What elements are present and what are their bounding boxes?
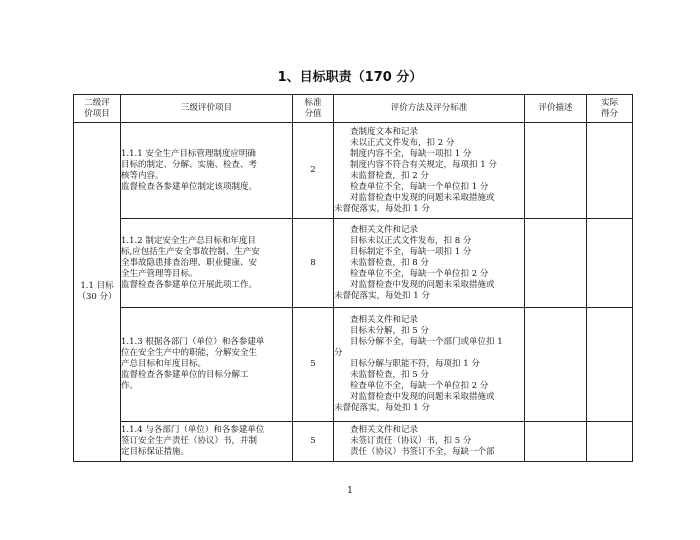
method-text-line: 目标制定不全，每缺一项扣 1 分 xyxy=(350,246,472,257)
actual-score-cell[interactable] xyxy=(587,123,633,219)
method-text-line: 检查单位不全，每缺一个单位扣 2 分 xyxy=(350,381,489,391)
method-text-line: 未监督检查，扣 2 分 xyxy=(350,170,429,181)
method-text-line: 制度内容不符合有关规定，每项扣 1 分 xyxy=(350,159,497,170)
description-cell[interactable] xyxy=(525,123,587,219)
method-text-line: 未以正式文件发布，扣 2 分 xyxy=(350,137,455,148)
method-text-line: 检查单位不全，每缺一个单位扣 1 分 xyxy=(350,181,489,192)
method-text-line: 查制度文本和记录 xyxy=(350,126,419,137)
method-text-line: 查相关文件和记录 xyxy=(350,425,419,435)
table-row xyxy=(74,123,633,219)
method-text-line: 查相关文件和记录 xyxy=(350,224,419,235)
item-text-line: 产总目标和年度目标。 xyxy=(121,359,207,369)
method-cell xyxy=(334,308,525,422)
header-level2: 二级评 价项目 xyxy=(74,95,121,123)
item-text-line: 1.1.4 与各部门（单位）和各参建单位 xyxy=(121,425,265,435)
method-cell xyxy=(334,422,525,462)
item-text-line: 1.1.3 根据各部门（单位）和各参建单 xyxy=(121,337,265,347)
item-text-line: 监督检查各参建单位制定该项制度。 xyxy=(121,181,258,192)
item-text-line: 核等内容。 xyxy=(121,170,164,181)
header-description: 评价描述 xyxy=(525,95,587,123)
header-actual: 实际 得分 xyxy=(587,95,633,123)
header-score: 标准 分值 xyxy=(293,95,334,123)
description-cell[interactable] xyxy=(525,422,587,462)
method-text-line: 检查单位不全，每缺一个单位扣 2 分 xyxy=(350,268,489,279)
item-text-line: 标,应包括生产安全事故控制、生产安 xyxy=(121,246,260,257)
method-text-line: 未监督检查，扣 5 分 xyxy=(350,370,429,380)
actual-score-cell[interactable] xyxy=(587,422,633,462)
page-title: 1、目标职责（170 分） xyxy=(277,70,423,85)
item-cell xyxy=(121,219,293,308)
item-cell xyxy=(121,422,293,462)
item-text-line: 目标的制定、分解、实施、检查、考 xyxy=(121,159,258,170)
description-cell[interactable] xyxy=(525,219,587,308)
method-text-line: 未督促落实，每处扣 1 分 xyxy=(334,403,430,413)
method-text-line: 未监督检查，扣 8 分 xyxy=(350,257,429,268)
item-text-line: 定目标保证措施。 xyxy=(121,447,190,457)
method-text-line: 责任（协议）书签订不全，每缺一个部 xyxy=(350,447,495,457)
item-text-line: 签订安全生产责任（协议）书，并制 xyxy=(121,436,258,446)
score-cell: 5 xyxy=(293,422,334,462)
item-text-line: 1.1.2 制定安全生产总目标和年度目 xyxy=(121,235,256,246)
table-row xyxy=(74,308,633,422)
table-header-row xyxy=(74,95,633,123)
header-method: 评价方法及评分标准 xyxy=(334,95,525,123)
score-cell: 5 xyxy=(293,308,334,422)
item-text-line: 监督检查各参建单位开展此项工作。 xyxy=(121,279,258,290)
group-label: 1.1 目标 （30 分） xyxy=(74,123,121,462)
score-cell: 2 xyxy=(293,123,334,219)
table-row xyxy=(74,422,633,462)
method-text-line: 对监督检查中发现的问题未采取措施或 xyxy=(350,192,495,203)
score-cell: 8 xyxy=(293,219,334,308)
table-row xyxy=(74,219,633,308)
method-text-line: 未督促落实，每处扣 1 分 xyxy=(334,290,430,301)
method-text-line: 对监督检查中发现的问题未采取措施或 xyxy=(350,392,495,402)
method-text-line: 查相关文件和记录 xyxy=(350,315,419,325)
item-cell xyxy=(121,308,293,422)
method-cell xyxy=(334,219,525,308)
item-text-line: 1.1.1 安全生产目标管理制度应明确 xyxy=(121,148,256,159)
method-text-line: 目标分解与职能不符，每项扣 1 分 xyxy=(350,359,480,369)
method-text-line: 未签订责任（协议）书，扣 5 分 xyxy=(350,436,472,446)
item-cell xyxy=(121,123,293,219)
actual-score-cell[interactable] xyxy=(587,308,633,422)
item-text-line: 全事故隐患排查治理、职业健康、安 xyxy=(121,257,258,268)
header-level3: 三级评价项目 xyxy=(121,95,293,123)
method-text-line: 未督促落实，每处扣 1 分 xyxy=(334,203,430,214)
actual-score-cell[interactable] xyxy=(587,219,633,308)
method-text-line: 制度内容不全，每缺一项扣 1 分 xyxy=(350,148,472,159)
method-cell xyxy=(334,123,525,219)
method-text-line: 目标分解不全，每缺一个部门或单位扣 1 xyxy=(350,337,503,347)
item-text-line: 位在安全生产中的职能，分解安全生 xyxy=(121,348,258,358)
description-cell[interactable] xyxy=(525,308,587,422)
evaluation-table xyxy=(73,94,633,462)
method-text-line: 分 xyxy=(334,348,343,358)
method-text-line: 目标未以正式文件发布，扣 8 分 xyxy=(350,235,472,246)
method-text-line: 对监督检查中发现的问题未采取措施或 xyxy=(350,279,495,290)
item-text-line: 作。 xyxy=(121,381,139,391)
item-text-line: 监督检查各参建单位的目标分解工 xyxy=(121,370,249,380)
method-text-line: 目标未分解，扣 5 分 xyxy=(350,326,429,336)
page-number: 1 xyxy=(347,486,353,496)
item-text-line: 全生产管理等目标。 xyxy=(121,268,198,279)
